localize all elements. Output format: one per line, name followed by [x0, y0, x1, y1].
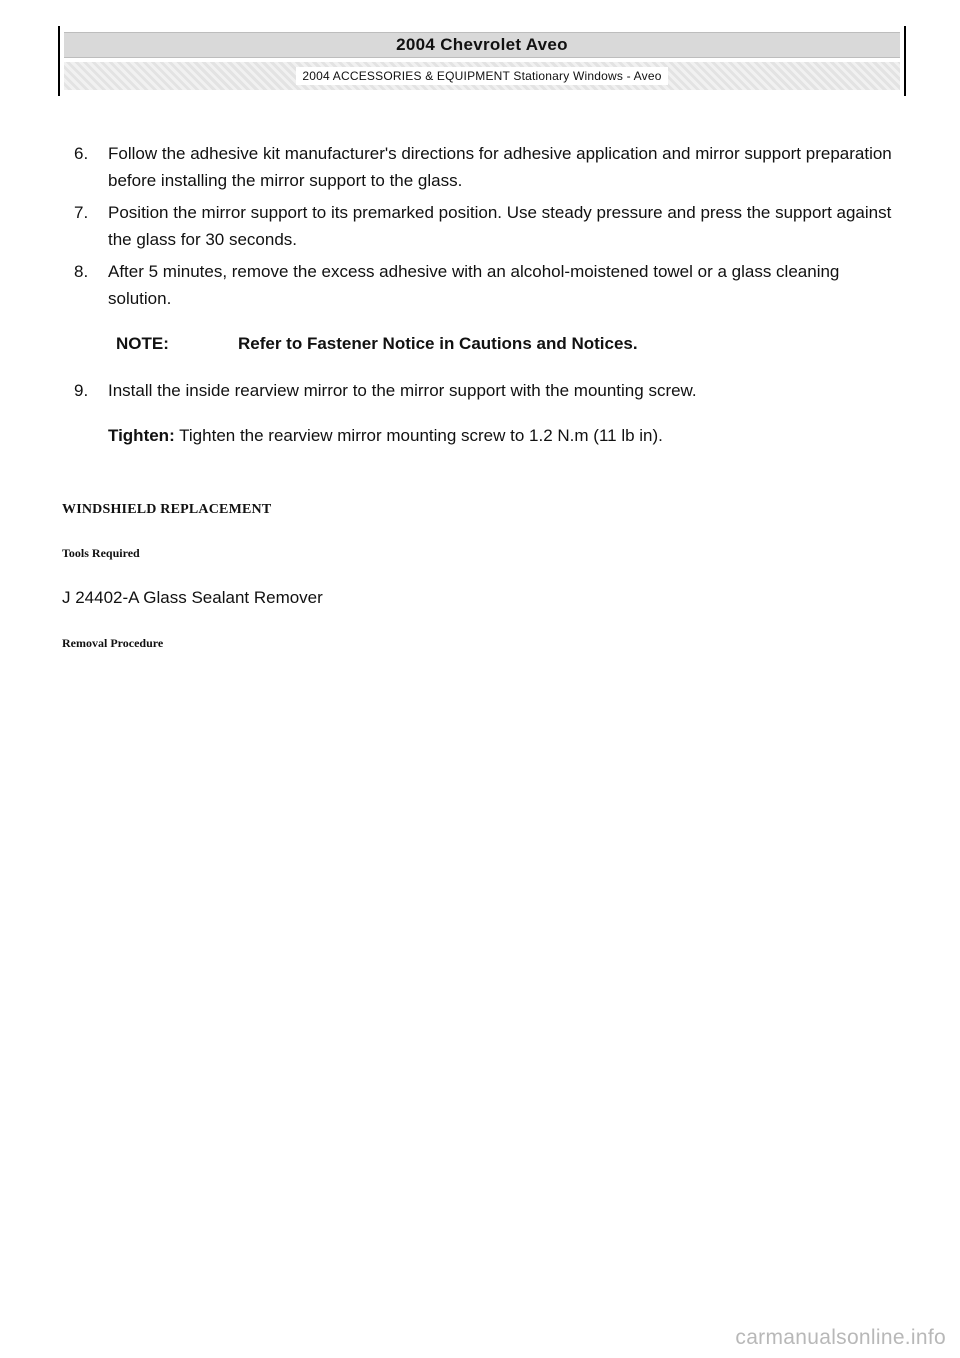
header-title: 2004 Chevrolet Aveo [64, 32, 900, 58]
tighten-label: Tighten: [108, 426, 175, 445]
step-9 [68, 377, 898, 404]
site-watermark: carmanualsonline.info [735, 1326, 946, 1349]
step-number: 8. [74, 262, 89, 281]
header-subtitle: 2004 ACCESSORIES & EQUIPMENT Stationary Windows - Aveo [296, 67, 667, 85]
step-text: Install the inside rearview mirror to the mirror support with the mounting screw. [108, 381, 697, 400]
tools-required-heading: Tools Required [62, 546, 140, 560]
step-8 [68, 258, 898, 312]
note-label: NOTE: [116, 334, 169, 353]
step-text: Position the mirror support to its premarked position. Use steady pressure and press the support against the glass for 30 seconds. [108, 203, 892, 249]
page-header [58, 26, 906, 96]
step-6 [68, 140, 898, 194]
note-text: Refer to Fastener Notice in Cautions and Notices. [238, 334, 638, 353]
step-number: 9. [74, 381, 89, 400]
removal-procedure-heading: Removal Procedure [62, 636, 164, 650]
procedure-steps [68, 140, 898, 449]
header-right-rule [904, 26, 906, 96]
section-title: WINDSHIELD REPLACEMENT [62, 502, 272, 517]
note-block [116, 330, 898, 357]
step-text: After 5 minutes, remove the excess adhesive with an alcohol-moistened towel or a glass cleaning solution. [108, 262, 840, 308]
header-left-rule [58, 26, 60, 96]
step-text: Follow the adhesive kit manufacturer's directions for adhesive application and mirror support preparation before installing the mirror support to the glass. [108, 144, 892, 190]
step-7 [68, 199, 898, 253]
tool-item: J 24402-A Glass Sealant Remover [62, 588, 323, 607]
step-number: 7. [74, 203, 89, 222]
tighten-text: Tighten the rearview mirror mounting screw to 1.2 N.m (11 lb in). [179, 426, 663, 445]
header-subtitle-bar [64, 62, 900, 90]
step-number: 6. [74, 144, 89, 163]
tighten-spec [108, 422, 898, 449]
